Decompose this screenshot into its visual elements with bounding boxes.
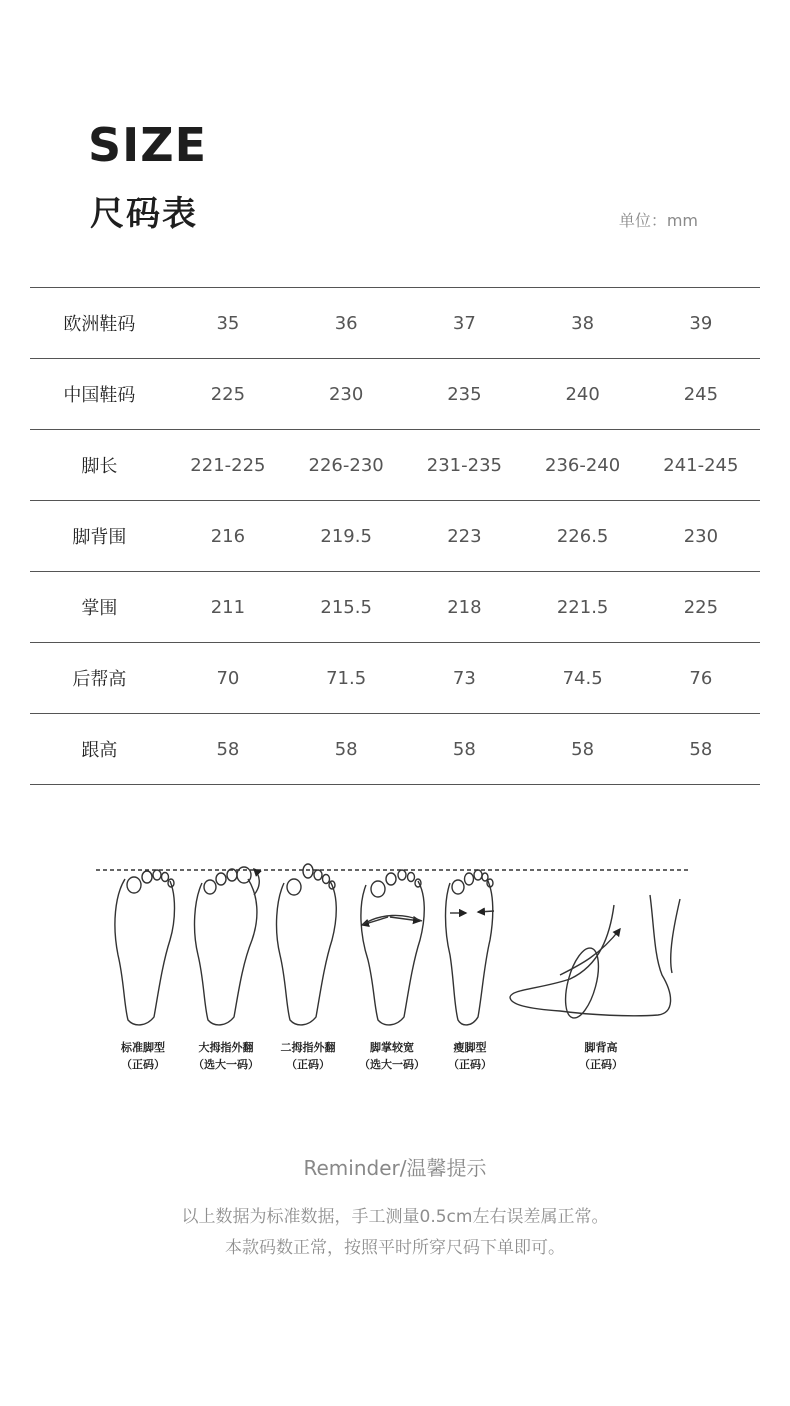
table-cell: 231-235 — [426, 454, 502, 476]
table-cell: 58 — [334, 738, 358, 760]
table-cell: 215.5 — [320, 596, 372, 618]
table-cell: 236-240 — [545, 454, 621, 476]
table-cell: 230 — [683, 525, 719, 547]
table-cell: 219.5 — [320, 525, 372, 547]
table-cell: 35 — [216, 312, 240, 334]
table-cell: 218 — [447, 596, 482, 618]
size-table — [30, 287, 760, 785]
table-row — [30, 430, 760, 501]
table-cell: 245 — [683, 383, 719, 405]
table-row — [30, 572, 760, 643]
foot-type-label: 大拇指外翻 — [198, 1041, 254, 1054]
wide-foot-icon — [361, 870, 424, 1025]
foot-type-advice: （选大一码） — [193, 1058, 259, 1071]
reminder-title: Reminder/温馨提示 — [303, 1156, 487, 1180]
table-cell: 221-225 — [190, 454, 266, 476]
second-toe-foot-icon — [277, 864, 337, 1025]
foot-type-advice: （正码） — [448, 1058, 492, 1071]
table-row — [30, 501, 760, 572]
unit-label: 单位：mm — [618, 211, 698, 230]
table-cell: 37 — [452, 312, 476, 334]
page-subtitle: 尺码表 — [90, 194, 198, 234]
table-cell: 36 — [334, 312, 358, 334]
table-cell: 58 — [571, 738, 595, 760]
reminder-text: 本款码数正常，按照平时所穿尺码下单即可。 — [225, 1238, 565, 1258]
bunion-foot-icon — [195, 867, 260, 1025]
foot-type-label: 二拇指外翻 — [280, 1041, 336, 1054]
foot-type-label: 标准脚型 — [121, 1041, 165, 1054]
table-cell: 39 — [689, 312, 713, 334]
table-cell: 211 — [210, 596, 246, 618]
row-label: 后帮高 — [72, 669, 127, 690]
table-cell: 70 — [216, 667, 240, 689]
table-cell: 76 — [689, 667, 713, 689]
table-cell: 38 — [571, 312, 595, 334]
row-label: 脚长 — [81, 456, 118, 477]
table-row — [30, 714, 760, 785]
table-cell: 235 — [447, 383, 482, 405]
foot-type-advice: （正码） — [286, 1058, 330, 1071]
row-label: 脚背围 — [72, 527, 127, 548]
table-row — [30, 359, 760, 430]
table-row — [30, 288, 760, 359]
high-instep-foot-icon — [510, 895, 680, 1021]
row-label: 掌围 — [81, 598, 118, 619]
foot-type-advice: （正码） — [121, 1058, 165, 1071]
table-cell: 226-230 — [308, 454, 384, 476]
table-cell: 71.5 — [326, 667, 367, 689]
foot-type-advice: （选大一码） — [359, 1058, 425, 1071]
row-label: 跟高 — [81, 740, 118, 761]
table-cell: 225 — [210, 383, 246, 405]
reminder-text: 以上数据为标准数据，手工测量0.5cm左右误差属正常。 — [181, 1207, 609, 1227]
table-cell: 73 — [452, 667, 476, 689]
table-cell: 58 — [689, 738, 713, 760]
row-label: 欧洲鞋码 — [63, 314, 136, 335]
foot-type-label: 脚掌较宽 — [370, 1041, 414, 1054]
page-title: SIZE — [88, 118, 208, 172]
table-cell: 226.5 — [556, 525, 609, 547]
foot-type-label: 脚背高 — [584, 1041, 618, 1054]
foot-type-label: 瘦脚型 — [453, 1041, 487, 1054]
table-cell: 230 — [328, 383, 364, 405]
table-cell: 58 — [452, 738, 476, 760]
table-cell: 58 — [216, 738, 240, 760]
table-cell: 74.5 — [562, 667, 603, 689]
table-cell: 216 — [210, 525, 246, 547]
table-cell: 221.5 — [556, 596, 609, 618]
row-label: 中国鞋码 — [63, 385, 136, 406]
standard-foot-icon — [115, 870, 175, 1025]
table-cell: 240 — [565, 383, 600, 405]
table-cell: 241-245 — [663, 454, 739, 476]
table-row — [30, 643, 760, 714]
narrow-foot-icon — [446, 870, 495, 1025]
table-cell: 225 — [683, 596, 719, 618]
table-cell: 223 — [447, 525, 482, 547]
foot-type-advice: （正码） — [579, 1058, 623, 1071]
foot-type-illustration — [90, 855, 700, 1085]
